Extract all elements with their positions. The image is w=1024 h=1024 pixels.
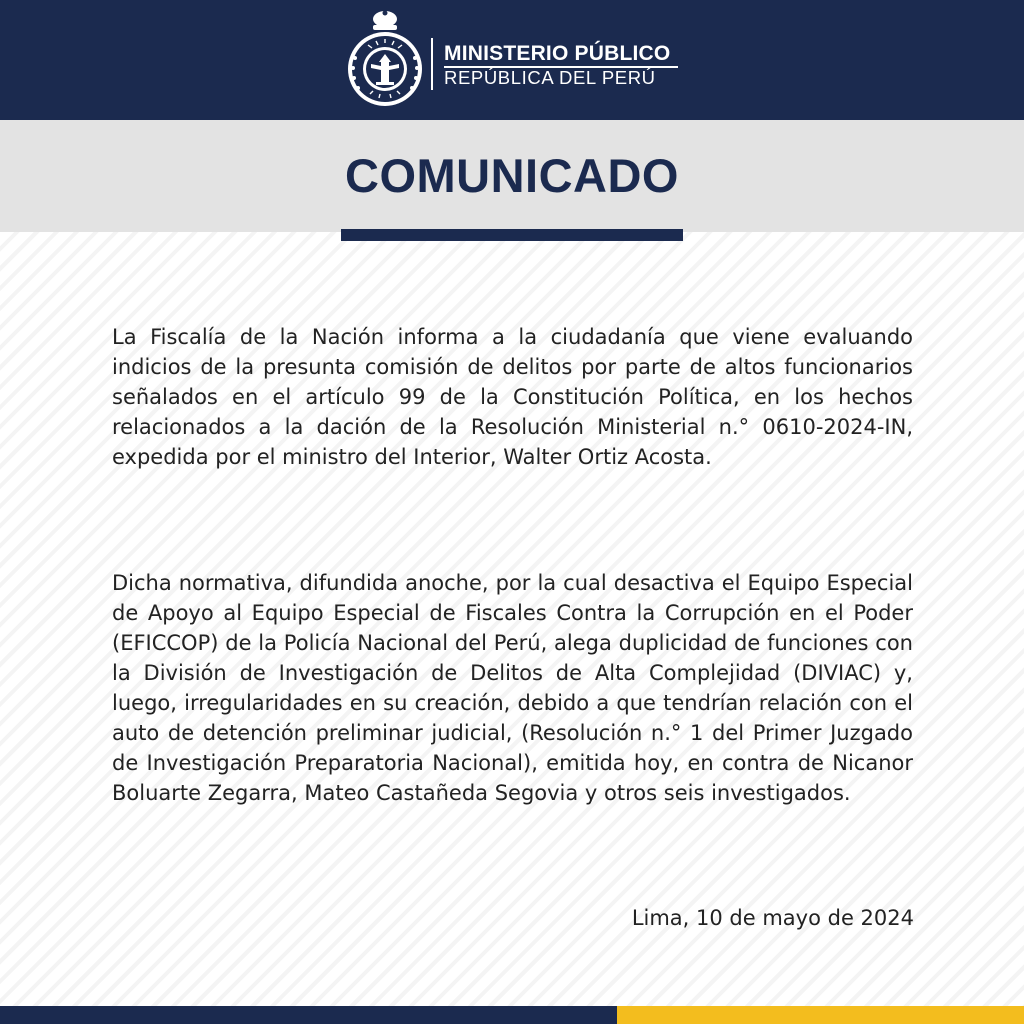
body-paragraph-2: Dicha normativa, difundida anoche, por la cual desactiva el Equipo Especial de Apoyo al Equipo Especial de Fiscales Contra la Corrupción en el Poder (EFICCOP) de la Policía Nacional del Perú, alega duplicidad de funciones con la División de Investigación de Delitos de Alta Complejidad (DIVIAC) y, luego, irregularidades en su creación, debido a que tendrían relación con el auto de detención preliminar judicial, (Resolución n.° 1 del Primer Juzgado de Investigación Preparatoria Nacional), emitida hoy, en contra de Nicanor Boluarte Zegarra, Mateo Castañeda Segovia y otros seis investigados.: [112, 571, 913, 805]
brand-divider: [431, 38, 433, 90]
dateline: Lima, 10 de mayo de 2024: [631, 906, 914, 930]
body-paragraph-1: La Fiscalía de la Nación informa a la ciudadanía que viene evaluando indicios de la presunta comisión de delitos por parte de altos funcionarios señalados en el artículo 99 de la Constitución Política, en los hechos relacionados a la dación de la Resolución Ministerial n.° 0610-2024-IN, expedida por el ministro del Interior, Walter Ortiz Acosta.: [112, 325, 913, 469]
brand-name: MINISTERIO PÚBLICO: [444, 42, 671, 65]
title-underline-bar: [341, 229, 683, 241]
header-bar: [0, 0, 1024, 120]
footer-bar-navy: [0, 1006, 617, 1024]
page-title: COMUNICADO: [345, 149, 679, 202]
ministerio-publico-seal-icon: [346, 8, 424, 112]
brand-subtitle: REPÚBLICA DEL PERÚ: [444, 67, 656, 88]
footer-bar-gold: [617, 1006, 1024, 1024]
